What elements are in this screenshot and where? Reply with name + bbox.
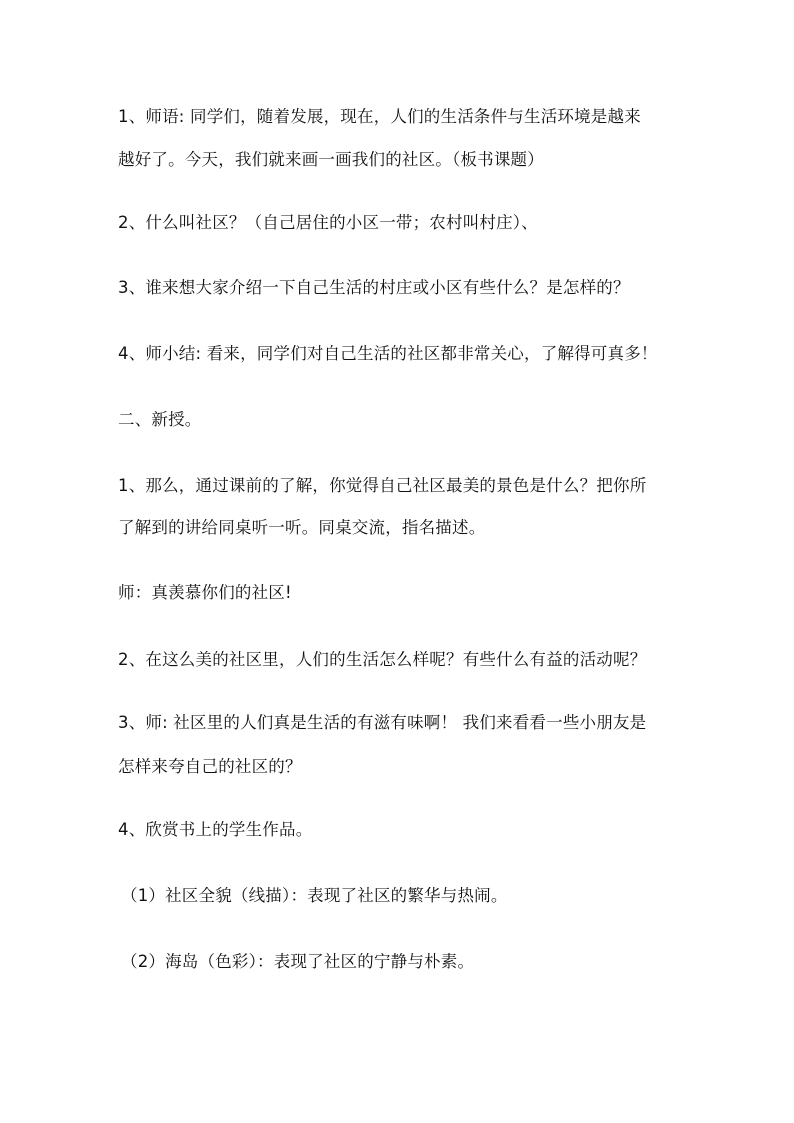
paragraph-line-14: （1）社区全貌（线描）：表现了社区的繁华与热闹。 [121, 886, 508, 905]
paragraph-line-15: （2）海岛（色彩）：表现了社区的宁静与朴素。 [121, 952, 475, 971]
paragraph-line-13: 4、欣赏书上的学生作品。 [118, 820, 313, 839]
paragraph-line-5: 4、师小结: 看来，同学们对自己生活的社区都非常关心，了解得可真多！ [118, 344, 658, 363]
paragraph-line-8: 了解到的讲给同桌听一听。同桌交流，指名描述。 [118, 518, 486, 537]
paragraph-line-1: 1、师语: 同学们，随着发展，现在，人们的生活条件与生活环境是越来 [118, 107, 641, 126]
paragraph-line-10: 2、在这么美的社区里，人们的生活怎么样呢？有些什么有益的活动呢？ [118, 650, 647, 669]
section-heading-new-lesson: 二、新授。 [118, 410, 202, 429]
paragraph-line-2: 越好了。今天，我们就来画一画我们的社区。（板书课题） [118, 150, 544, 169]
paragraph-line-12: 怎样来夸自己的社区的？ [118, 757, 302, 776]
paragraph-line-7: 1、那么，通过课前的了解，你觉得自己社区最美的景色是什么？把你所 [118, 476, 647, 495]
paragraph-line-4: 3、谁来想大家介绍一下自己生活的村庄或小区有些什么？是怎样的？ [118, 278, 630, 297]
paragraph-line-9: 师：真羡慕你们的社区! [118, 583, 292, 602]
paragraph-line-3: 2、什么叫社区？（自己居住的小区一带；农村叫村庄）、 [118, 213, 538, 232]
paragraph-line-11: 3、师: 社区里的人们真是生活的有滋有味啊！ 我们来看看一些小朋友是 [118, 713, 647, 732]
